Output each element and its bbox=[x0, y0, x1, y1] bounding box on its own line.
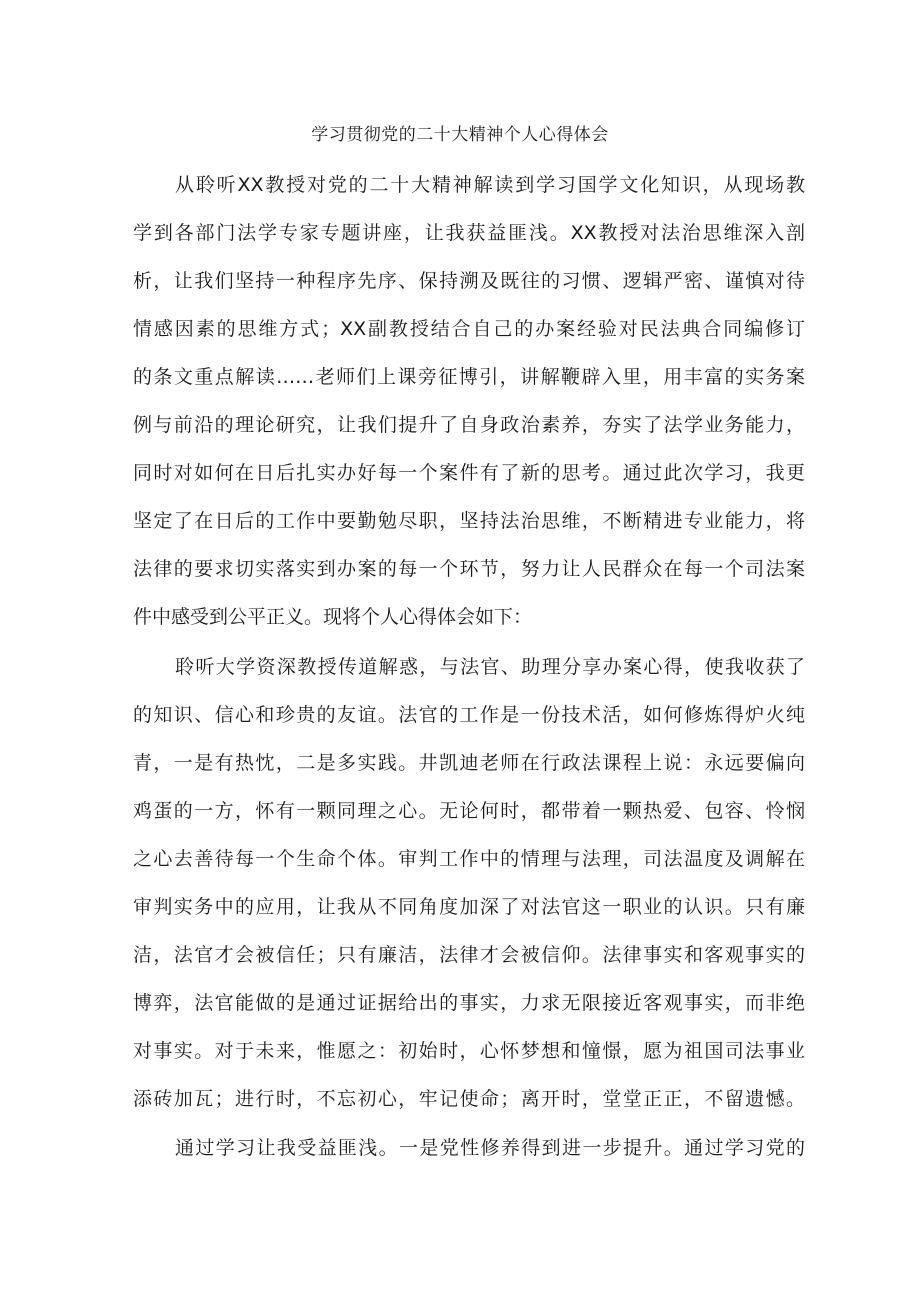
paragraph-1-line-10: 件中感受到公平正义。现将个人心得体会如下： bbox=[133, 606, 533, 628]
paragraph-1-line-5: 的条文重点解读……老师们上课旁征博引，讲解鞭辟入里，用丰富的实务案 bbox=[133, 366, 805, 388]
paragraph-2-line-3: 青，一是有热忱，二是多实践。井凯迪老师在行政法课程上说：永远要偏向 bbox=[133, 752, 805, 774]
paragraph-2-line-5: 之心去善待每一个生命个体。审判工作中的情理与法理，司法温度及调解在 bbox=[133, 848, 805, 870]
paragraph-2-line-1: 聆听大学资深教授传道解惑，与法官、助理分享办案心得，使我收获了 bbox=[175, 656, 805, 678]
paragraph-2-line-7: 洁，法官才会被信任；只有廉洁，法律才会被信仰。法律事实和客观事实的 bbox=[133, 944, 805, 966]
paragraph-1-line-6: 例与前沿的理论研究，让我们提升了自身政治素养，夯实了法学业务能力， bbox=[133, 414, 805, 436]
paragraph-1-line-8: 坚定了在日后的工作中要勤勉尽职，坚持法治思维，不断精进专业能力，将 bbox=[133, 510, 805, 532]
paragraph-2-line-8: 博弈，法官能做的是通过证据给出的事实，力求无限接近客观事实，而非绝 bbox=[133, 992, 805, 1014]
paragraph-1-line-9: 法律的要求切实落实到办案的每一个环节，努力让人民群众在每一个司法案 bbox=[133, 558, 805, 580]
paragraph-2-line-6: 审判实务中的应用，让我从不同角度加深了对法官这一职业的认识。只有廉 bbox=[133, 896, 805, 918]
paragraph-2-line-2: 的知识、信心和珍贵的友谊。法官的工作是一份技术活，如何修炼得炉火纯 bbox=[133, 704, 805, 726]
paragraph-2-line-4: 鸡蛋的一方，怀有一颗同理之心。无论何时，都带着一颗热爱、包容、怜悯 bbox=[133, 800, 805, 822]
paragraph-1-line-7: 同时对如何在日后扎实办好每一个案件有了新的思考。通过此次学习，我更 bbox=[133, 462, 805, 484]
paragraph-1-line-2: 学到各部门法学专家专题讲座，让我获益匪浅。XX教授对法治思维深入剖 bbox=[133, 222, 805, 244]
paragraph-3-line-1: 通过学习让我受益匪浅。一是党性修养得到进一步提升。通过学习党的 bbox=[175, 1137, 805, 1159]
paragraph-1-line-4: 情感因素的思维方式；XX副教授结合自己的办案经验对民法典合同编修订 bbox=[133, 318, 805, 340]
paragraph-2-line-9: 对事实。对于未来，惟愿之：初始时，心怀梦想和憧憬，愿为祖国司法事业 bbox=[133, 1040, 805, 1062]
paragraph-2-line-10: 添砖加瓦；进行时，不忘初心，牢记使命；离开时，堂堂正正，不留遗憾。 bbox=[133, 1088, 805, 1110]
document-title: 学习贯彻党的二十大精神个人心得体会 bbox=[311, 125, 609, 145]
paragraph-1-line-1: 从聆听XX教授对党的二十大精神解读到学习国学文化知识，从现场教 bbox=[175, 174, 805, 196]
paragraph-1-line-3: 析，让我们坚持一种程序先序、保持溯及既往的习惯、逻辑严密、谨慎对待 bbox=[133, 270, 805, 292]
